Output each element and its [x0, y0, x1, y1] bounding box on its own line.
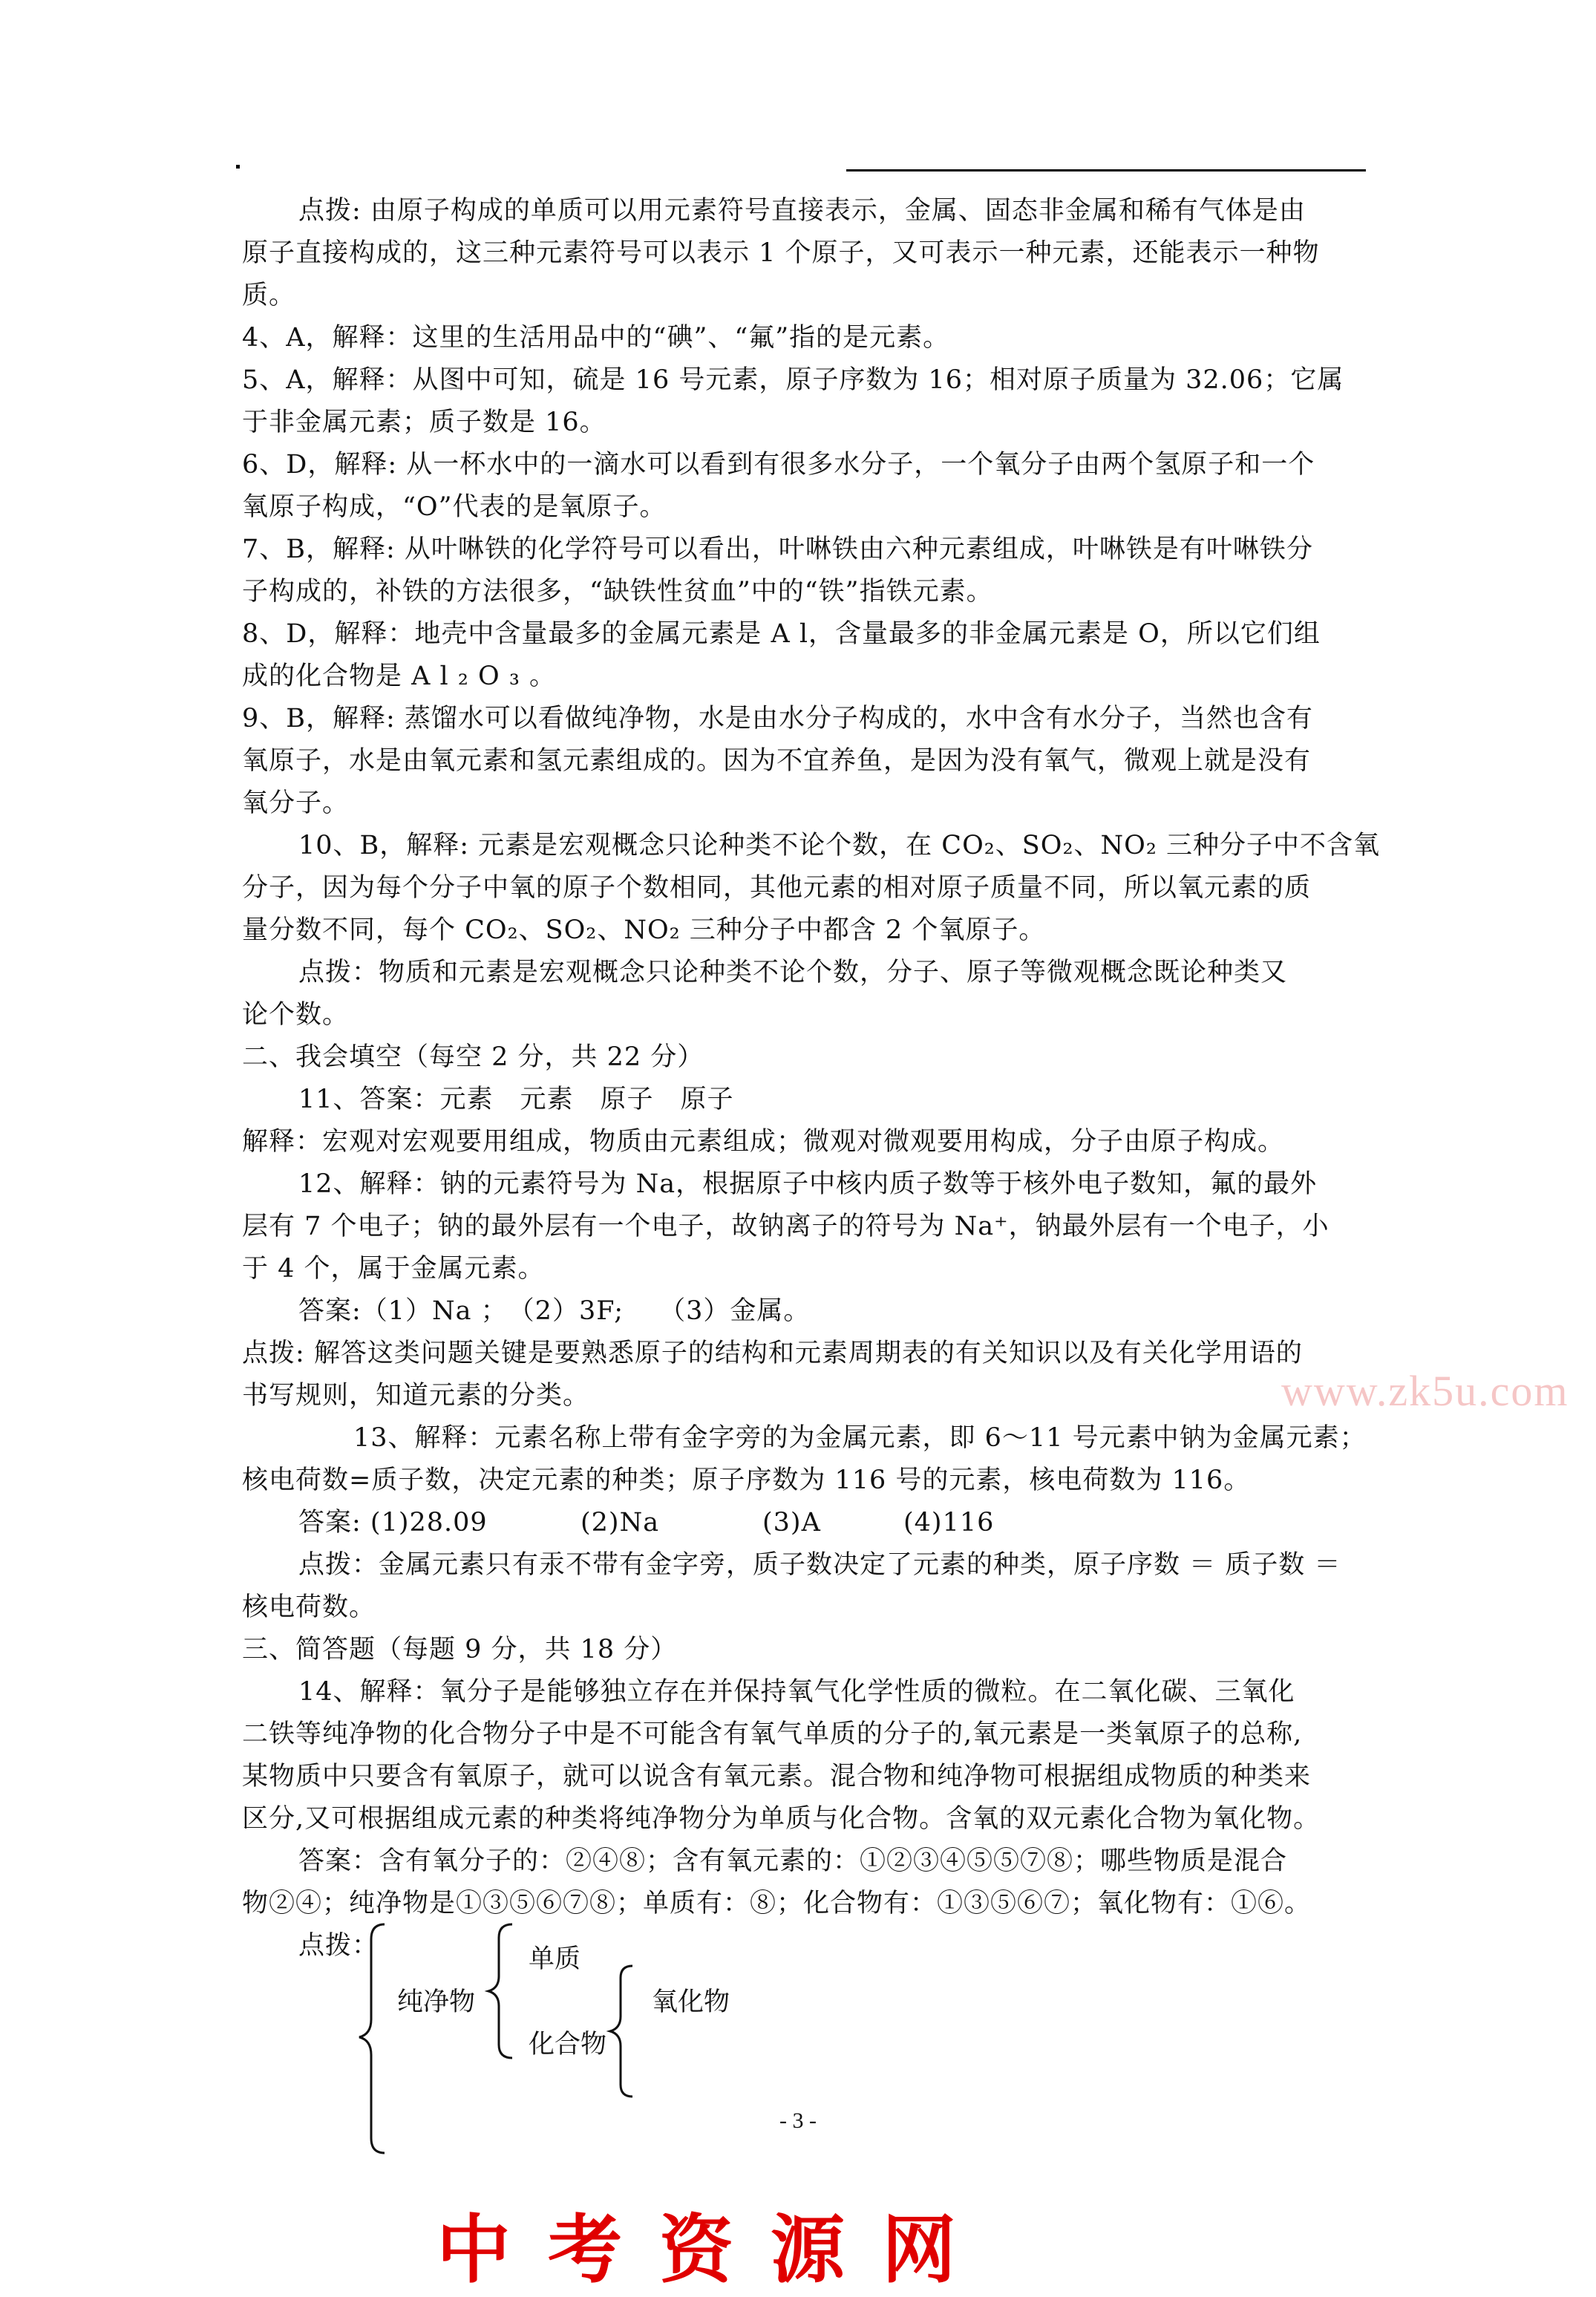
text-line: 区分,又可根据组成元素的种类将纯净物分为单质与化合物。含氧的双元素化合物为氧化物。: [242, 1804, 1321, 1834]
header-dot: [236, 165, 240, 169]
text-line: 解释：宏观对宏观要用组成，物质由元素组成；微观对微观要用构成，分子由原子构成。: [242, 1127, 1285, 1157]
text-line: 14、解释：氧分子是能够独立存在并保持氧气化学性质的微粒。在二氧化碳、三氧化: [298, 1677, 1295, 1707]
answer-item: (4)116: [903, 1508, 995, 1538]
text-line: 13、解释：元素名称上带有金字旁的为金属元素，即 6～11 号元素中钠为金属元素；: [353, 1423, 1367, 1453]
text-line: 论个数。: [242, 1000, 350, 1030]
text-line: 答案:（1）Na ； （2）3F; （3）金属。: [298, 1296, 811, 1326]
text-line: 氧原子构成，“O”代表的是氧原子。: [242, 492, 667, 522]
text-line: 6、D，解释: 从一杯水中的一滴水可以看到有很多水分子，一个氧分子由两个氢原子和一个: [242, 450, 1315, 480]
text-line: 氧分子。: [242, 788, 350, 818]
text-line: 答案：含有氧分子的：②④⑧；含有氧元素的：①②③④⑤⑤⑦⑧；哪些物质是混合: [298, 1846, 1288, 1876]
text-line: 5、A，解释：从图中可知，硫是 16 号元素，原子序数为 16；相对原子质量为 32.06；它属: [242, 365, 1344, 395]
text-line: 点拨：物质和元素是宏观概念只论种类不论个数，分子、原子等微观概念既论种类又: [298, 958, 1288, 987]
text-line: 原子直接构成的，这三种元素符号可以表示 1 个原子，又可表示一种元素，还能表示一种物: [242, 238, 1320, 268]
text-line: 某物质中只要含有氧原子，就可以说含有氧元素。混合物和纯净物可根据组成物质的种类来: [242, 1762, 1312, 1791]
tree-label-compound: 化合物: [529, 2030, 607, 2059]
text-line: 4、A，解释：这里的生活用品中的“碘”、“氟”指的是元素。: [242, 323, 950, 353]
text-line: 量分数不同，每个 CO₂、SO₂、NO₂ 三种分子中都含 2 个氧原子。: [242, 915, 1046, 945]
answer-line: [242, 1502, 1370, 1544]
footer-brand: 中考资源网: [436, 2206, 993, 2293]
text-line: 11、答案：元素 元素 原子 原子: [298, 1085, 734, 1114]
text-line: 点拨: 由原子构成的单质可以用元素符号直接表示，金属、固态非金属和稀有气体是由: [298, 196, 1306, 226]
text-line: 点拨：金属元素只有汞不带有金字旁，质子数决定了元素的种类，原子序数 ＝ 质子数 ＝: [298, 1550, 1341, 1580]
watermark: www.zk5u.com: [1281, 1367, 1569, 1415]
answer-item: (3)A: [762, 1508, 821, 1538]
section-heading: 三、简答题（每题 9 分，共 18 分）: [242, 1635, 678, 1664]
text-line: 分子，因为每个分子中氧的原子个数相同，其他元素的相对原子质量不同，所以氧元素的质: [242, 873, 1312, 903]
answer-item: (2)Na: [580, 1508, 660, 1538]
document-body: [242, 190, 1380, 1967]
text-line: 二铁等纯净物的化合物分子中是不可能含有氧气单质的分子的,氧元素是一类氧原子的总称,: [242, 1719, 1303, 1749]
text-line: 子构成的，补铁的方法很多，“缺铁性贫血”中的“铁”指铁元素。: [242, 577, 993, 607]
text-line: 物②④；纯净物是①③⑤⑥⑦⑧；单质有：⑧；化合物有：①③⑤⑥⑦；氧化物有：①⑥。: [242, 1889, 1312, 1918]
text-line: 质。: [242, 281, 296, 310]
text-line: 核电荷数=质子数，决定元素的种类；原子序数为 116 号的元素，核电荷数为 116。: [242, 1466, 1251, 1495]
tree-label-pure: 纯净物: [397, 1987, 476, 2017]
text-line: 10、B，解释: 元素是宏观概念只论种类不论个数，在 CO₂、SO₂、NO₂ 三种分子中不含氧: [298, 831, 1380, 860]
text-line: 于 4 个，属于金属元素。: [242, 1254, 545, 1284]
header-rule: [846, 169, 1366, 171]
text-line: 成的化合物是 A l ₂ O ₃ 。: [242, 661, 556, 691]
text-line: 9、B，解释: 蒸馏水可以看做纯净物，水是由水分子构成的，水中含有水分子，当然也含有: [242, 704, 1313, 733]
text-line: 书写规则，知道元素的分类。: [242, 1381, 590, 1411]
text-line: 7、B，解释: 从叶啉铁的化学符号可以看出，叶啉铁由六种元素组成，叶啉铁是有叶啉铁分: [242, 535, 1313, 564]
tree-label-oxide: 氧化物: [652, 1987, 730, 2017]
text-line: 氧原子，水是由氧元素和氢元素组成的。因为不宜养鱼，是因为没有氧气，微观上就是没有: [242, 746, 1312, 776]
tree-label-element: 单质: [529, 1944, 581, 1974]
text-line: 层有 7 个电子；钠的最外层有一个电子，故钠离子的符号为 Na⁺，钠最外层有一个电子，小: [242, 1212, 1330, 1241]
text-line: 核电荷数。: [242, 1592, 376, 1622]
answer-item: 答案: (1)28.09: [298, 1508, 488, 1538]
text-line: 点拨: 解答这类问题关键是要熟悉原子的结构和元素周期表的有关知识以及有关化学用语的: [242, 1339, 1303, 1368]
text-line: 12、解释：钠的元素符号为 Na，根据原子中核内质子数等于核外电子数知，氟的最外: [298, 1169, 1318, 1199]
text-line: 8、D，解释：地壳中含量最多的金属元素是 A l，含量最多的非金属元素是 O，所以它们组: [242, 619, 1321, 649]
page-number: - 3 -: [779, 2108, 817, 2133]
text-line: 点拨：: [298, 1931, 379, 1961]
text-line: 于非金属元素；质子数是 16。: [242, 408, 606, 437]
section-heading: 二、我会填空（每空 2 分，共 22 分）: [242, 1042, 704, 1072]
compound-brace: [610, 1966, 632, 2097]
